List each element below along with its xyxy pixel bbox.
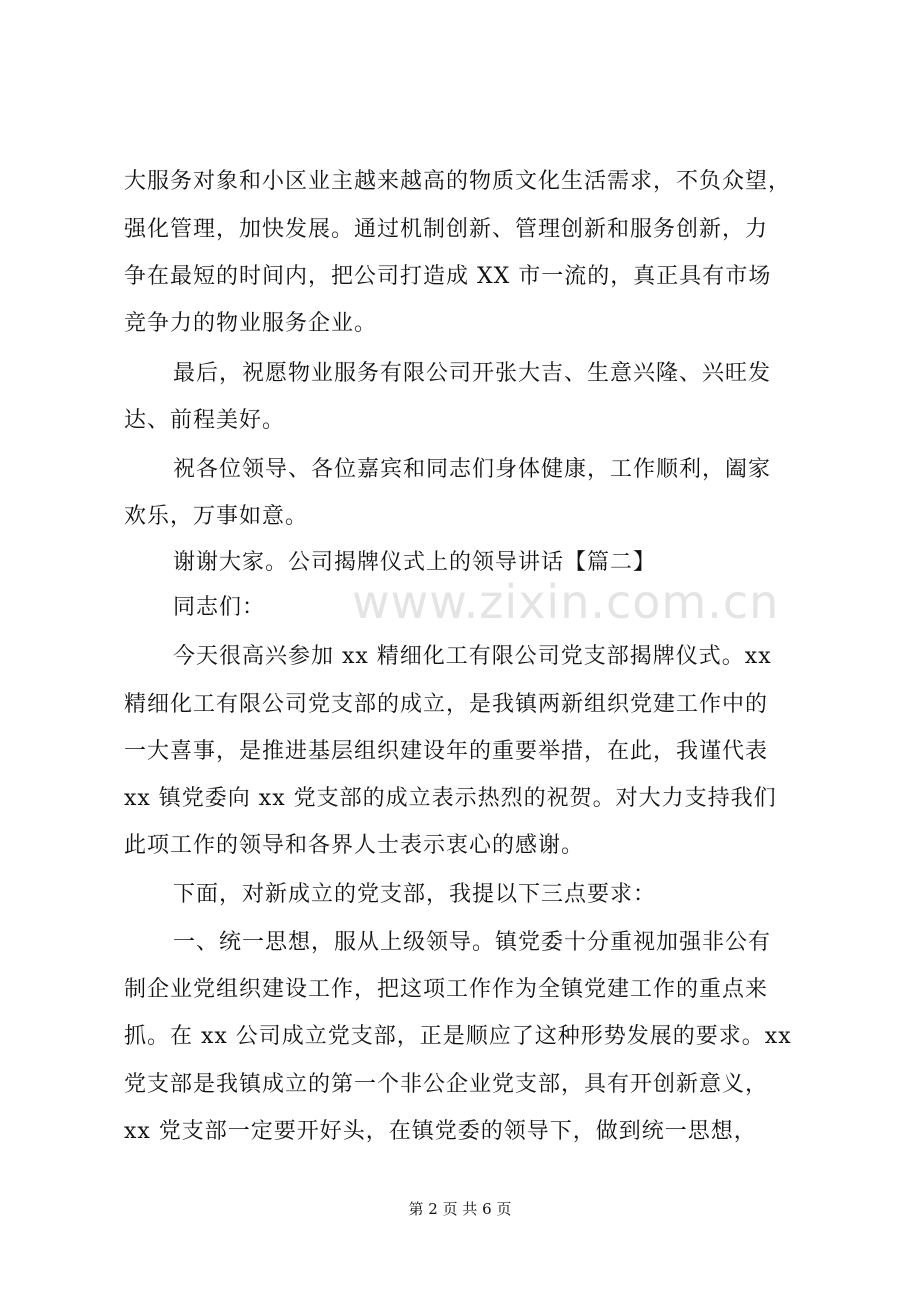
body-line: 今天很高兴参加 xx 精细化工有限公司党支部揭牌仪式。xx [173,644,772,669]
body-line: 争在最短的时间内，把公司打造成 XX 市一流的，真正具有市场 [124,264,772,289]
body-line: 制企业党组织建设工作，把这项工作作为全镇党建工作的重点来 [124,977,769,1002]
body-line: 一、统一思想，服从上级领导。镇党委十分重视加强非公有 [173,930,772,955]
body-line: 同志们： [173,595,266,620]
body-line: xx 党支部一定要开好头，在镇党委的领导下，做到统一思想， [124,1119,757,1144]
body-line: 最后，祝愿物业服务有限公司开张大吉、生意兴隆、兴旺发 [173,361,772,386]
body-line: 谢谢大家。公司揭牌仪式上的领导讲话【篇二】 [173,550,657,575]
body-line: 此项工作的领导和各界人士表示衷心的感谢。 [124,833,585,858]
body-line: xx 镇党委向 xx 党支部的成立表示热烈的祝贺。对大力支持我们 [124,786,777,811]
body-line: 强化管理，加快发展。通过机制创新、管理创新和服务创新，力 [124,217,769,242]
body-line: 达、前程美好。 [124,408,286,433]
page-footer: 第 2 页 共 6 页 [408,1200,512,1218]
body-line: 竞争力的物业服务企业。 [124,311,378,336]
body-line: 大服务对象和小区业主越来越高的物质文化生活需求，不负众望， [124,169,792,194]
body-line: 抓。在 xx 公司成立党支部，正是顺应了这种形势发展的要求。xx [124,1024,792,1049]
body-line: 下面，对新成立的党支部，我提以下三点要求： [173,882,657,907]
body-line: 一大喜事，是推进基层组织建设年的重要举措，在此，我谨代表 [124,739,769,764]
body-line: 祝各位领导、各位嘉宾和同志们身体健康，工作顺利，阖家 [173,457,772,482]
watermark: www.zixin.com.cn [352,575,780,629]
body-line: 精细化工有限公司党支部的成立，是我镇两新组织党建工作中的 [124,692,769,717]
body-line: 党支部是我镇成立的第一个非公企业党支部，具有开创新意义， [124,1072,769,1097]
body-line: 欢乐，万事如意。 [124,504,309,529]
